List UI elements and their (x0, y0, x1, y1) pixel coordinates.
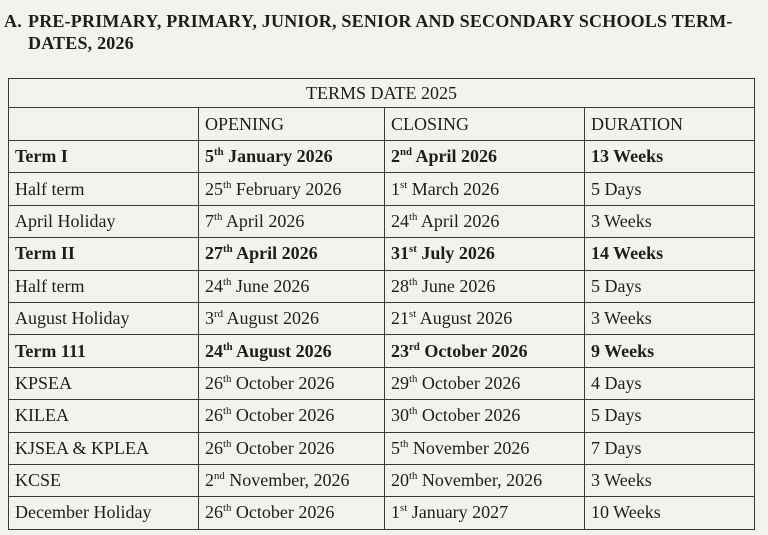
column-header-opening: OPENING (199, 108, 385, 141)
term-name-cell: December Holiday (9, 497, 199, 529)
table-row (9, 270, 755, 302)
opening-date-cell: 26th October 2026 (199, 497, 385, 529)
opening-date-cell: 24th June 2026 (199, 270, 385, 302)
duration-cell: 7 Days (585, 432, 755, 464)
section-label: A. (4, 11, 22, 31)
duration-cell: 3 Weeks (585, 205, 755, 237)
term-name-cell: KCSE (9, 464, 199, 496)
closing-date-cell: 1st January 2027 (385, 497, 585, 529)
section-heading (4, 10, 744, 54)
column-header-duration: DURATION (585, 108, 755, 141)
closing-date-cell: 28th June 2026 (385, 270, 585, 302)
opening-date-cell: 26th October 2026 (199, 367, 385, 399)
term-name-cell: Term I (9, 141, 199, 173)
table-row (9, 335, 755, 367)
duration-cell: 5 Days (585, 173, 755, 205)
closing-date-cell: 21st August 2026 (385, 302, 585, 334)
opening-date-cell: 2nd November, 2026 (199, 464, 385, 496)
closing-date-cell: 30th October 2026 (385, 400, 585, 432)
table-row (9, 400, 755, 432)
opening-date-cell: 7th April 2026 (199, 205, 385, 237)
opening-date-cell: 26th October 2026 (199, 432, 385, 464)
term-name-cell: August Holiday (9, 302, 199, 334)
duration-cell: 3 Weeks (585, 302, 755, 334)
table-row (9, 205, 755, 237)
term-name-cell: KJSEA & KPLEA (9, 432, 199, 464)
duration-cell: 5 Days (585, 270, 755, 302)
term-dates-table (8, 78, 755, 530)
term-name-cell: Half term (9, 173, 199, 205)
closing-date-cell: 20th November, 2026 (385, 464, 585, 496)
column-header-name (9, 108, 199, 141)
table-title: TERMS DATE 2025 (9, 79, 755, 108)
column-header-closing: CLOSING (385, 108, 585, 141)
term-name-cell: Term II (9, 238, 199, 270)
heading-line-2: DATES, 2026 (28, 33, 134, 53)
term-name-cell: Term 111 (9, 335, 199, 367)
closing-date-cell: 29th October 2026 (385, 367, 585, 399)
opening-date-cell: 24th August 2026 (199, 335, 385, 367)
duration-cell: 5 Days (585, 400, 755, 432)
table-row (9, 497, 755, 529)
duration-cell: 13 Weeks (585, 141, 755, 173)
column-header-row (9, 108, 755, 141)
closing-date-cell: 24th April 2026 (385, 205, 585, 237)
closing-date-cell: 5th November 2026 (385, 432, 585, 464)
closing-date-cell: 2nd April 2026 (385, 141, 585, 173)
table-row (9, 173, 755, 205)
duration-cell: 9 Weeks (585, 335, 755, 367)
term-name-cell: April Holiday (9, 205, 199, 237)
table-row (9, 367, 755, 399)
table-row (9, 302, 755, 334)
closing-date-cell: 1st March 2026 (385, 173, 585, 205)
heading-line-1: PRE-PRIMARY, PRIMARY, JUNIOR, SENIOR AND SECONDARY SCHOOLS TERM- (28, 11, 733, 31)
opening-date-cell: 5th January 2026 (199, 141, 385, 173)
table-row (9, 238, 755, 270)
duration-cell: 3 Weeks (585, 464, 755, 496)
opening-date-cell: 27th April 2026 (199, 238, 385, 270)
term-name-cell: KILEA (9, 400, 199, 432)
closing-date-cell: 23rd October 2026 (385, 335, 585, 367)
duration-cell: 14 Weeks (585, 238, 755, 270)
term-name-cell: KPSEA (9, 367, 199, 399)
opening-date-cell: 26th October 2026 (199, 400, 385, 432)
duration-cell: 4 Days (585, 367, 755, 399)
closing-date-cell: 31st July 2026 (385, 238, 585, 270)
table-row (9, 464, 755, 496)
duration-cell: 10 Weeks (585, 497, 755, 529)
opening-date-cell: 25th February 2026 (199, 173, 385, 205)
table-row (9, 432, 755, 464)
opening-date-cell: 3rd August 2026 (199, 302, 385, 334)
term-name-cell: Half term (9, 270, 199, 302)
table-row (9, 141, 755, 173)
